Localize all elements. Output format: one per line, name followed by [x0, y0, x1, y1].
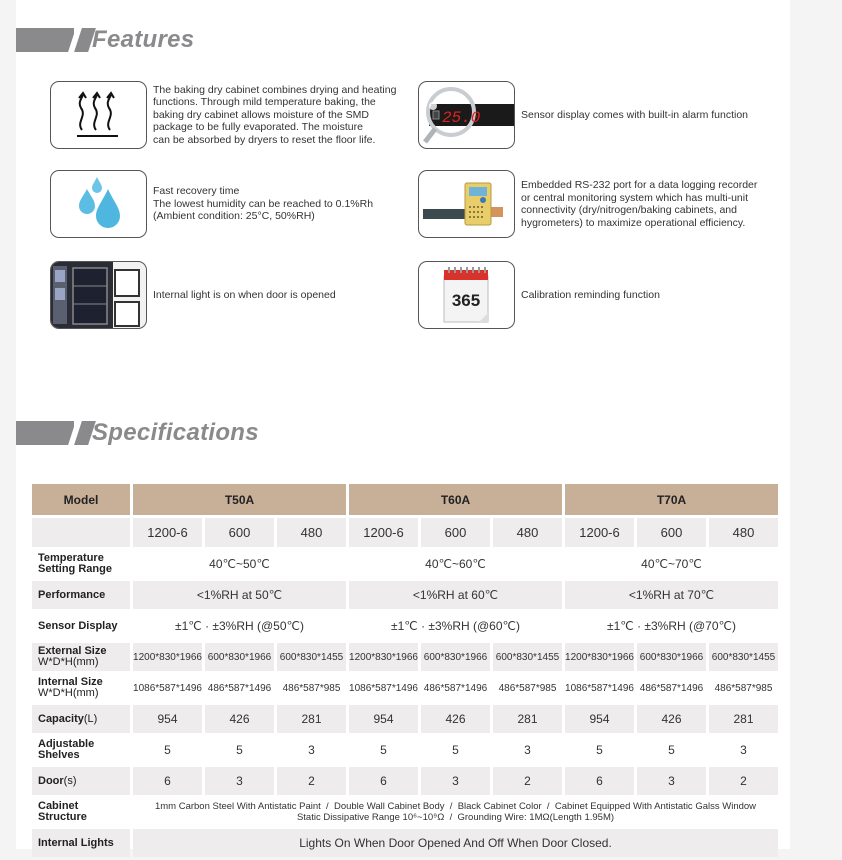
calendar-number: 365 [451, 291, 481, 310]
table-row-external-size [32, 643, 778, 671]
cell: 6 [133, 767, 202, 795]
cell: 3 [637, 767, 706, 795]
feature-text-line: Internal light is on when door is opened [153, 288, 336, 301]
table-row-cabinet-structure [32, 798, 778, 826]
feature-item-baking [50, 81, 398, 149]
row-label-text: Capacity [38, 712, 84, 725]
cell: 954 [349, 705, 418, 733]
cell: 1200*830*1966 [565, 643, 634, 671]
cell: 426 [205, 705, 274, 733]
cell: 486*587*1496 [205, 674, 274, 702]
cell: 1086*587*1496 [349, 674, 418, 702]
cell: 426 [637, 705, 706, 733]
cell [133, 798, 778, 826]
cell: 600*830*1455 [493, 643, 562, 671]
feature-description [521, 179, 766, 229]
table-row-capacity [32, 705, 778, 733]
table-row-shelves [32, 736, 778, 764]
feature-text-line: Sensor display comes with built-in alarm function [521, 108, 749, 121]
cell: 486*587*985 [277, 674, 346, 702]
feature-text-line: The lowest humidity can be reached to 0.1%Rh [153, 197, 374, 210]
row-label [32, 550, 130, 578]
cell: 3 [493, 736, 562, 764]
row-label-line: Adjustable [38, 738, 95, 750]
feature-description [153, 185, 373, 223]
feature-item-recovery [50, 170, 373, 238]
features-heading [16, 22, 416, 56]
cell: 6 [349, 767, 418, 795]
variant-cell: 1200-6 [349, 518, 418, 547]
cell: 2 [493, 767, 562, 795]
cell: 486*587*1496 [421, 674, 490, 702]
row-label-line: Temperature [38, 552, 104, 564]
feature-description [521, 109, 748, 122]
cell: 5 [349, 736, 418, 764]
sensor-reading: 25.0 [442, 109, 481, 127]
row-label-line: External Size [38, 645, 107, 657]
model-t70a-header: T70A [565, 484, 778, 515]
variant-cell: 1200-6 [133, 518, 202, 547]
row-label-unit: (s) [63, 774, 77, 787]
heading-decor-bar [16, 28, 74, 52]
cell: 1086*587*1496 [133, 674, 202, 702]
cell: 486*587*1496 [637, 674, 706, 702]
feature-text-line: hygrometers) to maximize operational efficiency. [521, 216, 746, 229]
cell: 426 [421, 705, 490, 733]
feature-text-line: can be absorbed by dryers to reset the floor life. [153, 133, 376, 146]
cell: 3 [421, 767, 490, 795]
model-t50a-header: T50A [133, 484, 346, 515]
cell: 5 [637, 736, 706, 764]
row-label-unit: (L) [83, 712, 98, 725]
feature-text-line: functions. Through mild temperature baking, the [153, 96, 376, 109]
variant-cell: 480 [277, 518, 346, 547]
cell-line: 1mm Carbon Steel With Antistatic Paint / Double Wall Cabinet Body / Black Cabinet Color / Cabinet Equipped With Antistatic Galss Window [154, 801, 757, 812]
feature-text-line: (Ambient condition: 25°C, 50%RH) [153, 210, 315, 223]
specifications-heading [16, 415, 416, 449]
row-label-text: Door [38, 774, 64, 787]
feature-description [153, 289, 336, 302]
feature-text-line: The baking dry cabinet combines drying and heating [153, 83, 397, 96]
row-label-line: Internal Size [38, 676, 103, 688]
cell: ±1℃ · ±3%RH (@70℃) [565, 612, 778, 640]
right-margin-pane [790, 0, 842, 849]
cell: 5 [133, 736, 202, 764]
sensor-display-magnifier-icon [418, 81, 515, 149]
variant-cell: 480 [709, 518, 778, 547]
table-row-doors [32, 767, 778, 795]
row-label [32, 674, 130, 702]
cell: 600*830*1966 [421, 643, 490, 671]
cell: Lights On When Door Opened And Off When Door Closed. [133, 829, 778, 857]
feature-item-rs232 [418, 170, 766, 238]
heat-waves-icon [50, 81, 147, 149]
table-row-internal-size [32, 674, 778, 702]
variant-label-empty [32, 518, 130, 547]
row-label: Cabinet Structure [32, 798, 130, 826]
table-row-performance [32, 581, 778, 609]
cell: 954 [565, 705, 634, 733]
cell: 486*587*985 [709, 674, 778, 702]
cell: 281 [277, 705, 346, 733]
cell: 600*830*1455 [277, 643, 346, 671]
cell: 600*830*1966 [637, 643, 706, 671]
cell: 600*830*1966 [205, 643, 274, 671]
cell: 3 [205, 767, 274, 795]
row-label-unit: W*D*H(mm) [38, 687, 99, 699]
cell: <1%RH at 70℃ [565, 581, 778, 609]
cell: 954 [133, 705, 202, 733]
cell: 3 [709, 736, 778, 764]
cell: 1200*830*1966 [133, 643, 202, 671]
cell: 2 [709, 767, 778, 795]
cell-line: Static Dissipative Range 10⁶~10⁹Ω / Grounding Wire: 1MΩ(Length 1.95M) [296, 812, 615, 823]
cell: 5 [205, 736, 274, 764]
row-label-unit: W*D*H(mm) [38, 656, 99, 668]
cell: <1%RH at 50℃ [133, 581, 346, 609]
model-header: Model [32, 484, 130, 515]
feature-item-calibration [418, 261, 660, 329]
variant-row [32, 518, 778, 547]
feature-text-line: or central monitoring system which has multi-unit [521, 191, 749, 204]
row-label: Sensor Display [32, 612, 130, 640]
cell: 40℃~50℃ [133, 550, 346, 578]
cell: 1086*587*1496 [565, 674, 634, 702]
variant-cell: 600 [205, 518, 274, 547]
cabinet-interior-light-icon [50, 261, 147, 329]
cell: 6 [565, 767, 634, 795]
feature-text-line: Fast recovery time [153, 185, 240, 198]
feature-text-line: package to be fully evaporated. The moisture [153, 121, 363, 134]
product-page [16, 0, 790, 849]
variant-cell: 600 [421, 518, 490, 547]
table-row-sensor-display [32, 612, 778, 640]
table-row-internal-lights [32, 829, 778, 857]
feature-description [153, 84, 398, 147]
feature-item-sensor-alarm [418, 81, 748, 149]
model-t60a-header: T60A [349, 484, 562, 515]
table-row-temperature [32, 550, 778, 578]
row-label-line: Setting Range [38, 563, 112, 575]
calendar-365-icon [418, 261, 515, 329]
feature-text-line: Calibration reminding function [521, 288, 660, 301]
cell: 5 [421, 736, 490, 764]
cell: 486*587*985 [493, 674, 562, 702]
row-label-line: Shelves [38, 749, 80, 761]
feature-description [521, 289, 660, 302]
variant-cell: 480 [493, 518, 562, 547]
row-label [32, 736, 130, 764]
row-label: Performance [32, 581, 130, 609]
cell: 5 [565, 736, 634, 764]
features-title: Features [92, 26, 195, 53]
row-label: Internal Lights [32, 829, 130, 857]
variant-cell: 600 [637, 518, 706, 547]
cell: 281 [709, 705, 778, 733]
feature-item-internal-light [50, 261, 336, 329]
feature-text-line: Embedded RS-232 port for a data logging recorder [521, 179, 758, 191]
specifications-title: Specifications [92, 419, 259, 446]
feature-text-line: baking dry cabinet allows moisture of the SMD [153, 108, 369, 121]
cell: 281 [493, 705, 562, 733]
cell: 40℃~60℃ [349, 550, 562, 578]
specifications-table [29, 481, 781, 860]
cell: 1200*830*1966 [349, 643, 418, 671]
row-label [32, 643, 130, 671]
heading-decor-bar [16, 421, 74, 445]
cell: 3 [277, 736, 346, 764]
variant-cell: 1200-6 [565, 518, 634, 547]
cell: ±1℃ · ±3%RH (@60℃) [349, 612, 562, 640]
cell: <1%RH at 60℃ [349, 581, 562, 609]
cell: 600*830*1455 [709, 643, 778, 671]
feature-text-line: connectivity (dry/nitrogen/baking cabinets, and [521, 204, 737, 216]
cell: 2 [277, 767, 346, 795]
row-label [32, 705, 130, 733]
table-header-row [32, 484, 778, 515]
data-logger-icon [418, 170, 515, 238]
cell: 40℃~70℃ [565, 550, 778, 578]
water-drops-icon [50, 170, 147, 238]
cell: ±1℃ · ±3%RH (@50℃) [133, 612, 346, 640]
row-label [32, 767, 130, 795]
